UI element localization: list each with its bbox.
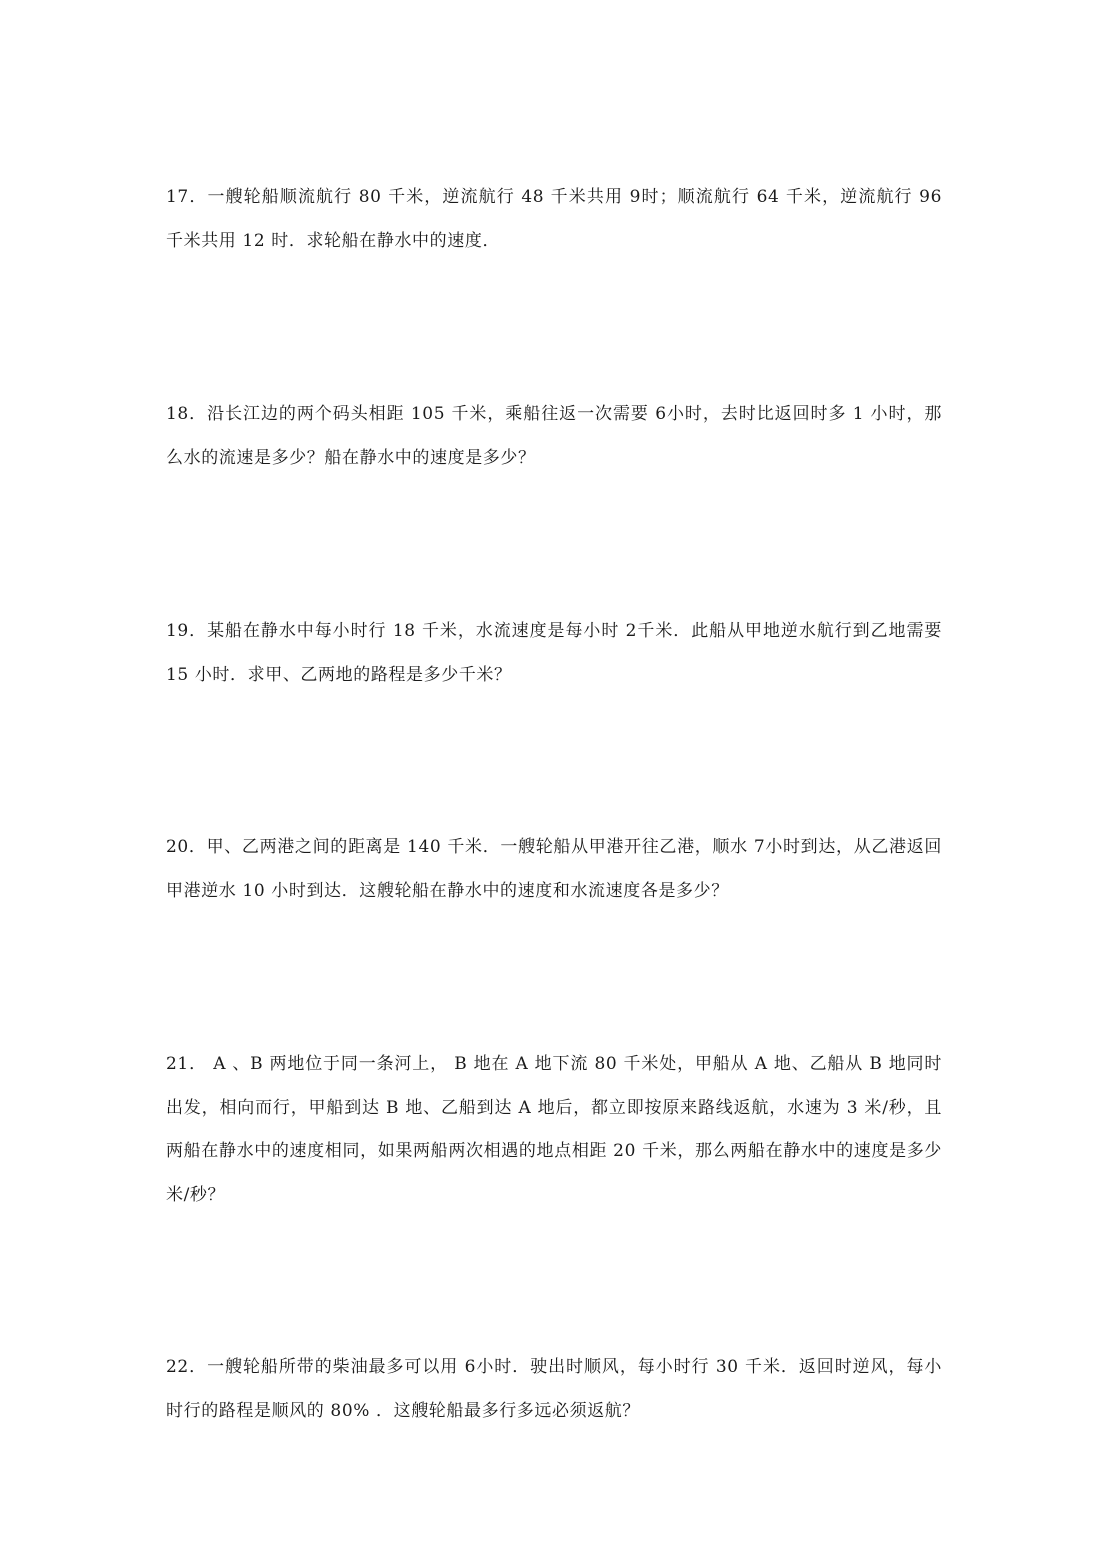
problem-number: 17． (166, 187, 208, 207)
problem-22 (166, 1346, 942, 1433)
problem-number: 18． (166, 404, 208, 424)
problem-number: 21． (166, 1054, 207, 1074)
problem-text: 一艘轮船所带的柴油最多可以用 6小时．驶出时顺风，每小时行 30 千米．返回时逆风，每小时行的路程是顺风的 80% ．这艘轮船最多行多远必须返航？ (166, 1357, 942, 1421)
problem-number: 19． (166, 621, 208, 641)
problem-21 (166, 1043, 942, 1217)
problem-20 (166, 826, 942, 913)
problem-17 (166, 176, 942, 263)
problem-number: 20． (166, 837, 207, 857)
problem-18 (166, 393, 942, 480)
problem-text: 一艘轮船顺流航行 80 千米，逆流航行 48 千米共用 9时；顺流航行 64 千米，逆流航行 96 千米共用 12 时．求轮船在静水中的速度． (166, 187, 942, 251)
problem-text: A 、B 两地位于同一条河上， B 地在 A 地下流 80 千米处，甲船从 A 地、乙船从 B 地同时出发，相向而行，甲船到达 B 地、乙船到达 A 地后，都立即按原来路线返航，水速为 3 米/秒，且两船在静水中的速度相同，如果两船两次相遇的地点相距 20 千米，那么两船在静水中的速度是多少米/秒？ (166, 1054, 943, 1205)
problem-19 (166, 610, 942, 697)
problem-text: 沿长江边的两个码头相距 105 千米，乘船往返一次需要 6小时，去时比返回时多 1 小时，那么水的流速是多少？船在静水中的速度是多少？ (166, 404, 942, 468)
problem-text: 某船在静水中每小时行 18 千米，水流速度是每小时 2千米．此船从甲地逆水航行到乙地需要 15 小时．求甲、乙两地的路程是多少千米？ (166, 621, 942, 685)
problem-text: 甲、乙两港之间的距离是 140 千米．一艘轮船从甲港开往乙港，顺水 7小时到达，从乙港返回甲港逆水 10 小时到达．这艘轮船在静水中的速度和水流速度各是多少？ (166, 837, 942, 901)
problem-number: 22． (166, 1357, 208, 1377)
